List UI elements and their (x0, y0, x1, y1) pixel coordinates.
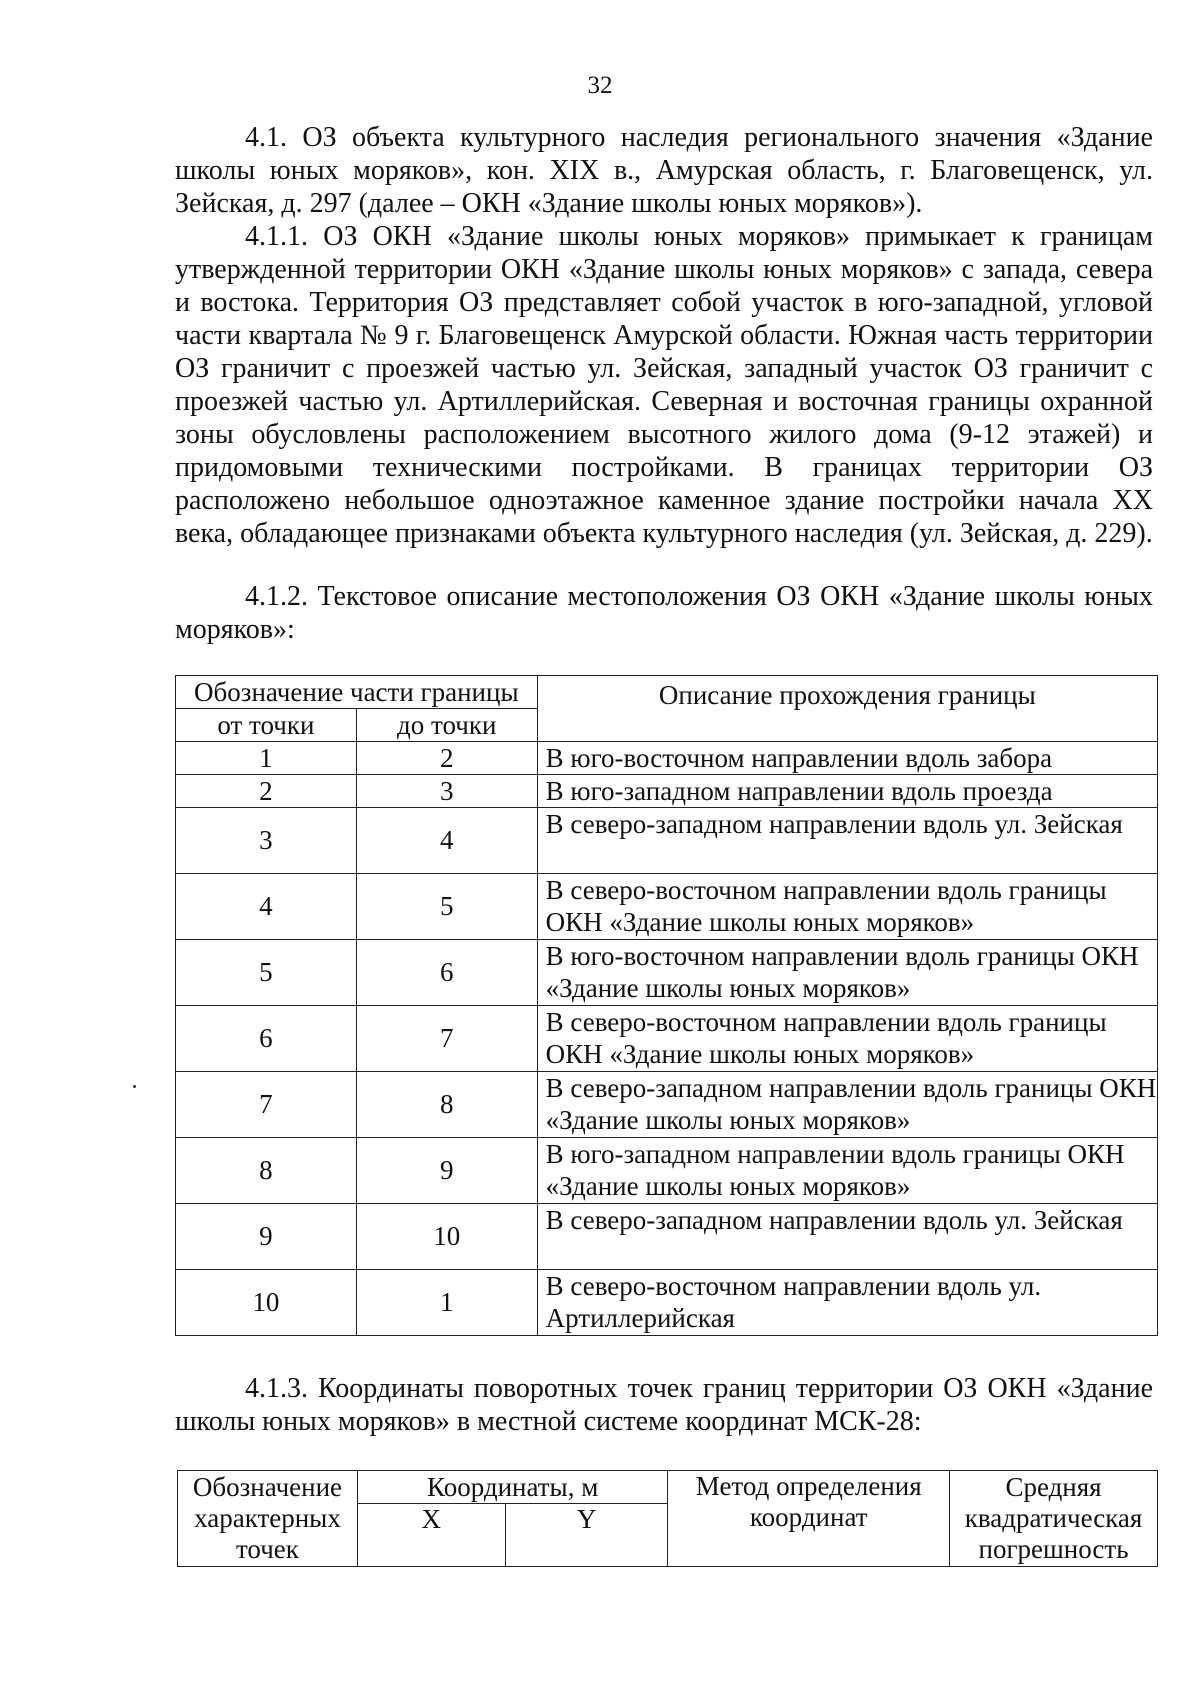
table-row (176, 775, 1158, 808)
table-row (176, 808, 1158, 874)
boundary-description: В юго-западном направлении вдоль границы ОКН «Здание школы юных моряков» (537, 1138, 1157, 1204)
to-point: 9 (356, 1138, 537, 1204)
to-point: 7 (356, 1006, 537, 1072)
header-description: Описание прохождения границы (537, 676, 1157, 742)
coordinates-table (177, 1470, 1158, 1567)
header-y: Y (505, 1504, 668, 1567)
from-point: 3 (176, 808, 357, 874)
from-point: 9 (176, 1204, 357, 1270)
to-point: 4 (356, 808, 537, 874)
page-number: 32 (587, 72, 613, 99)
header-method: Метод определения координат (668, 1471, 950, 1567)
table-row (176, 1006, 1158, 1072)
boundary-description: В юго-восточном направлении вдоль забора (537, 742, 1157, 775)
header-coordinates: Координаты, м (357, 1471, 668, 1504)
boundary-table-header-row (176, 676, 1158, 709)
to-point: 5 (356, 874, 537, 940)
header-x: X (357, 1504, 505, 1567)
table-row (176, 874, 1158, 940)
header-to-point: до точки (356, 709, 537, 742)
header-error: Средняя квадратическая погрешность (950, 1471, 1158, 1567)
to-point: 8 (356, 1072, 537, 1138)
from-point: 5 (176, 940, 357, 1006)
table-row (176, 1072, 1158, 1138)
from-point: 10 (176, 1270, 357, 1336)
boundary-description: В северо-западном направлении вдоль границы ОКН «Здание школы юных моряков» (537, 1072, 1157, 1138)
header-from-point: от точки (176, 709, 357, 742)
to-point: 3 (356, 775, 537, 808)
paragraph-4-1-3: 4.1.3. Координаты поворотных точек границ территории ОЗ ОКН «Здание школы юных моряков» в местной системе координат МСК-28: (175, 1373, 1153, 1437)
from-point: 4 (176, 874, 357, 940)
from-point: 1 (176, 742, 357, 775)
to-point: 6 (356, 940, 537, 1006)
paragraph-4-1: 4.1. ОЗ объекта культурного наследия регионального значения «Здание школы юных моряков», кон. XIX в., Амурская область, г. Благовещенск, ул. Зейская, д. 297 (далее – ОКН «Здание школы юных моряков»). (175, 122, 1153, 219)
boundary-description: В юго-западном направлении вдоль проезда (537, 775, 1157, 808)
to-point: 1 (356, 1270, 537, 1336)
paragraph-4-1-2: 4.1.2. Текстовое описание местоположения ОЗ ОКН «Здание школы юных моряков»: (175, 581, 1153, 645)
boundary-description: В юго-восточном направлении вдоль границы ОКН «Здание школы юных моряков» (537, 940, 1157, 1006)
table-row (176, 1138, 1158, 1204)
table-row (176, 1204, 1158, 1270)
boundary-description: В северо-восточном направлении вдоль границы ОКН «Здание школы юных моряков» (537, 874, 1157, 940)
boundary-description: В северо-восточном направлении вдоль ул. Артиллерийская (537, 1270, 1157, 1336)
table-row (176, 742, 1158, 775)
table-row (176, 940, 1158, 1006)
scan-speck (133, 1085, 136, 1088)
boundary-description: В северо-западном направлении вдоль ул. Зейская (537, 808, 1157, 874)
paragraph-4-1-1: 4.1.1. ОЗ ОКН «Здание школы юных моряков» примыкает к границам утвержденной территории ОКН «Здание школы юных моряков» с запада, севера и востока. Территория ОЗ представляет собой участок в юго-западной, угловой части квартала № 9 г. Благовещенск Амурской области. Южная часть территории ОЗ граничит с проезжей частью ул. Зейская, западный участок ОЗ граничит с проезжей частью ул. Артиллерийская. Северная и восточная границы охранной зоны обусловлены расположением высотного жилого дома (9-12 этажей) и придомовыми техническими постройками. В границах территории ОЗ расположено небольшое одноэтажное каменное здание постройки начала XX века, обладающее признаками объекта культурного наследия (ул. Зейская, д. 229). (175, 221, 1153, 549)
from-point: 2 (176, 775, 357, 808)
table-row (176, 1270, 1158, 1336)
header-part: Обозначение части границы (176, 676, 538, 709)
boundary-description: В северо-восточном направлении вдоль границы ОКН «Здание школы юных моряков» (537, 1006, 1157, 1072)
from-point: 8 (176, 1138, 357, 1204)
header-points: Обозначение характерных точек (178, 1471, 358, 1567)
boundary-table (175, 675, 1158, 1336)
to-point: 10 (356, 1204, 537, 1270)
from-point: 7 (176, 1072, 357, 1138)
to-point: 2 (356, 742, 537, 775)
coords-header-row (178, 1471, 1158, 1504)
boundary-description: В северо-западном направлении вдоль ул. Зейская (537, 1204, 1157, 1270)
from-point: 6 (176, 1006, 357, 1072)
